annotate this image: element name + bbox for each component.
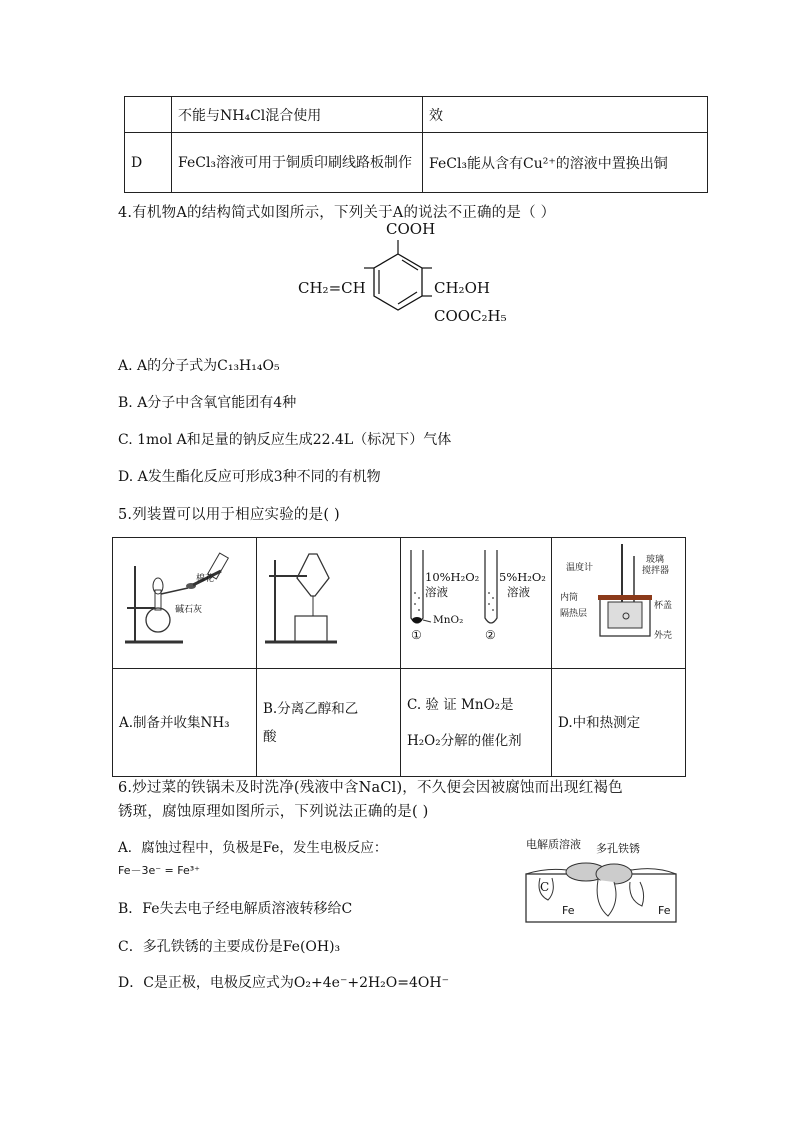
- caption-b-line1: B.分离乙醇和乙: [263, 700, 359, 717]
- label-soda-lime: 碱石灰: [175, 605, 203, 615]
- label-fe-1: Fe: [562, 904, 575, 917]
- question-5-stem: 5.列装置可以用于相应实验的是( ): [118, 507, 340, 523]
- substituent-right2: COOC₂H₅: [434, 307, 507, 325]
- figure-b-cell: [257, 538, 401, 669]
- separatory-funnel-icon: [257, 538, 400, 664]
- top-table: [124, 96, 708, 193]
- corrosion-figure: [522, 834, 682, 926]
- question-6-stem-2: 锈斑，腐蚀原理如图所示，下列说法正确的是( ): [118, 804, 429, 820]
- label-insulation: 隔热层: [560, 609, 588, 619]
- caption-c: [401, 669, 552, 777]
- label-shell: 外壳: [654, 631, 673, 641]
- q4-option-b: B. A分子中含氧官能团有4种: [118, 395, 297, 411]
- table-cell: FeCl₃能从含有Cu²⁺的溶液中置换出铜: [423, 133, 708, 193]
- label-tube-2-num: ②: [485, 628, 496, 642]
- apparatus-table: [112, 537, 686, 777]
- caption-c-line2: H₂O₂分解的催化剂: [407, 732, 522, 749]
- label-lid: 杯盖: [654, 601, 673, 611]
- substituent-right1: CH₂OH: [434, 279, 490, 297]
- test-tubes-icon: [401, 538, 551, 664]
- caption-row: [113, 669, 686, 777]
- ammonia-apparatus-icon: [113, 538, 256, 664]
- table-cell: 效: [423, 97, 708, 133]
- label-glass: 玻璃: [646, 555, 665, 565]
- table-row: [125, 97, 708, 133]
- label-cotton: 棉花: [196, 574, 215, 584]
- q6-option-a-line1: A．腐蚀过程中，负极是Fe，发生电极反应：: [118, 840, 388, 856]
- label-thermometer: 温度计: [566, 563, 594, 573]
- label-tube1: 10%H₂O₂: [425, 570, 480, 584]
- label-mno2: MnO₂: [433, 614, 464, 626]
- caption-d: D.中和热测定: [552, 669, 686, 777]
- q6-option-c: C．多孔铁锈的主要成份是Fe(OH)₃: [118, 939, 341, 955]
- table-cell: 不能与NH₄Cl混合使用: [172, 97, 423, 133]
- q4-option-a: A. A的分子式为C₁₃H₁₄O₅: [118, 358, 280, 374]
- label-electrolyte: 电解质溶液: [526, 838, 581, 851]
- label-carbon: C: [540, 880, 550, 894]
- q6-option-a-line2: Fe－3e⁻ = Fe³⁺: [118, 864, 200, 877]
- substituent-left: CH₂=CH: [298, 279, 366, 297]
- label-inner: 内筒: [560, 593, 579, 603]
- label-stirrer: 搅拌器: [642, 566, 670, 576]
- q4-option-d: D. A发生酯化反应可形成3种不同的有机物: [118, 469, 381, 485]
- q6-option-b: B．Fe失去电子经电解质溶液转移给C: [118, 901, 353, 917]
- figure-d-cell: [552, 538, 686, 669]
- table-row: [125, 133, 708, 193]
- structure-formula: [290, 220, 520, 337]
- label-rust: 多孔铁锈: [596, 842, 640, 855]
- figure-row: [113, 538, 686, 669]
- figure-c-cell: [401, 538, 552, 669]
- question-6-stem-1: 6.炒过菜的铁锅未及时洗净(残液中含NaCl)，不久便会因被腐蚀而出现红褐色: [118, 780, 623, 796]
- caption-b-line2: 酸: [263, 728, 277, 745]
- caption-a: A.制备并收集NH₃: [113, 669, 257, 777]
- label-tube2-b: 溶液: [507, 585, 530, 599]
- caption-c-line1: C. 验 证 MnO₂是: [407, 696, 514, 713]
- label-tube-1-num: ①: [411, 628, 422, 642]
- label-tube2: 5%H₂O₂: [499, 570, 546, 584]
- question-4-stem: 4.有机物A的结构简式如图所示，下列关于A的说法不正确的是（ ）: [118, 205, 556, 221]
- table-cell-label: D: [125, 133, 172, 193]
- label-fe-2: Fe: [658, 904, 671, 917]
- table-cell: FeCl₃溶液可用于铜质印刷线路板制作: [172, 133, 423, 193]
- label-tube1-b: 溶液: [425, 585, 448, 599]
- q4-option-c: C. 1mol A和足量的钠反应生成22.4L（标况下）气体: [118, 432, 452, 448]
- caption-b: [257, 669, 401, 777]
- substituent-top: COOH: [386, 220, 436, 238]
- table-cell-label: [125, 97, 172, 133]
- figure-a-cell: [113, 538, 257, 669]
- q6-option-d: D．C是正极，电极反应式为O₂+4e⁻+2H₂O=4OH⁻: [118, 975, 449, 991]
